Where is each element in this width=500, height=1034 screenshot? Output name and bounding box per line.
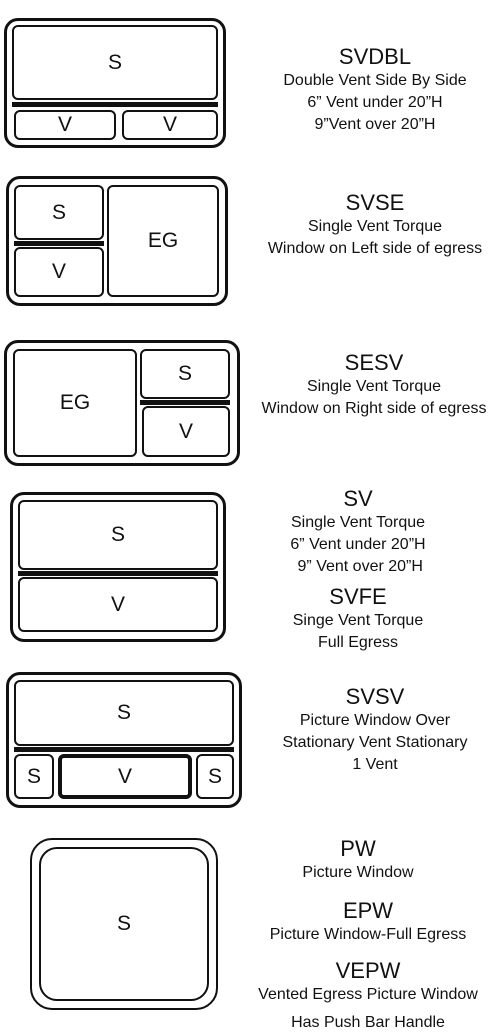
sv-line-2: 6” Vent under 20”H <box>290 536 426 553</box>
svsv-line-2: Stationary Vent Stationary <box>282 734 468 751</box>
svsv-code: SVSV <box>345 684 405 709</box>
svfe-line-2: Full Egress <box>317 634 399 651</box>
sesv-line-1: Single Vent Torque <box>306 378 442 395</box>
svdbl-pane-stationary: S <box>12 25 218 100</box>
pw-pane-stationary: S <box>39 847 209 1001</box>
svdbl-description <box>250 44 500 136</box>
vepw-line-2: Has Push Bar Handle <box>291 1014 445 1031</box>
svsv-pane-left-stationary: S <box>14 754 54 799</box>
svsv-line-3: 1 Vent <box>352 756 398 773</box>
sv-description <box>238 486 478 578</box>
sv-diagram <box>10 492 226 642</box>
sv-pane-stationary: S <box>18 500 218 570</box>
svsv-line-1: Picture Window Over <box>299 712 451 729</box>
epw-description <box>238 898 498 946</box>
epw-code: EPW <box>342 898 394 923</box>
sv-line-1: Single Vent Torque <box>290 514 426 531</box>
svse-description <box>250 190 500 260</box>
sesv-rail <box>140 400 230 405</box>
pw-diagram <box>30 838 218 1010</box>
sesv-diagram <box>4 340 240 466</box>
svdbl-code: SVDBL <box>338 44 412 69</box>
svfe-code: SVFE <box>329 584 387 609</box>
pw-line-1: Picture Window <box>302 864 414 881</box>
svse-diagram <box>6 176 228 306</box>
svsv-diagram <box>6 672 242 808</box>
svse-line-2: Window on Left side of egress <box>267 240 483 257</box>
sesv-pane-vent: V <box>142 406 230 457</box>
vepw-code: VEPW <box>335 958 401 983</box>
svsv-pane-top-stationary: S <box>14 680 234 746</box>
svdbl-line-1: Double Vent Side By Side <box>283 72 467 89</box>
svsv-pane-right-stationary: S <box>196 754 234 799</box>
sesv-line-2: Window on Right side of egress <box>261 400 487 417</box>
svse-code: SVSE <box>345 190 405 215</box>
pw-description <box>248 836 468 884</box>
vepw-description <box>238 958 498 1034</box>
sesv-pane-egress: EG <box>13 349 137 457</box>
vepw-line-1: Vented Egress Picture Window <box>258 986 478 1003</box>
sesv-code: SESV <box>344 350 404 375</box>
svse-line-1: Single Vent Torque <box>307 218 443 235</box>
svdbl-pane-vent-right: V <box>122 110 218 140</box>
epw-line-1: Picture Window-Full Egress <box>269 926 467 943</box>
sv-rail <box>18 571 218 576</box>
sesv-pane-stationary: S <box>140 349 230 399</box>
svdbl-diagram <box>4 18 226 148</box>
svdbl-pane-vent-left: V <box>14 110 116 140</box>
svdbl-line-2: 6” Vent under 20”H <box>307 94 443 111</box>
sv-pane-vent: V <box>18 577 218 632</box>
svdbl-rail <box>12 102 218 107</box>
svse-rail <box>14 241 104 246</box>
sv-line-3: 9” Vent over 20”H <box>293 558 423 575</box>
svse-pane-egress: EG <box>107 185 219 297</box>
svse-pane-vent: V <box>14 247 104 297</box>
pw-code: PW <box>340 836 376 861</box>
svse-pane-stationary: S <box>14 185 104 240</box>
svdbl-line-3: 9”Vent over 20”H <box>314 116 436 133</box>
sv-code: SV <box>343 486 373 511</box>
sesv-description <box>248 350 500 420</box>
svfe-description <box>238 584 478 654</box>
svsv-pane-vent: V <box>58 754 192 799</box>
svsv-rail <box>14 747 234 752</box>
svfe-line-1: Singe Vent Torque <box>292 612 424 629</box>
svsv-description <box>250 684 500 776</box>
